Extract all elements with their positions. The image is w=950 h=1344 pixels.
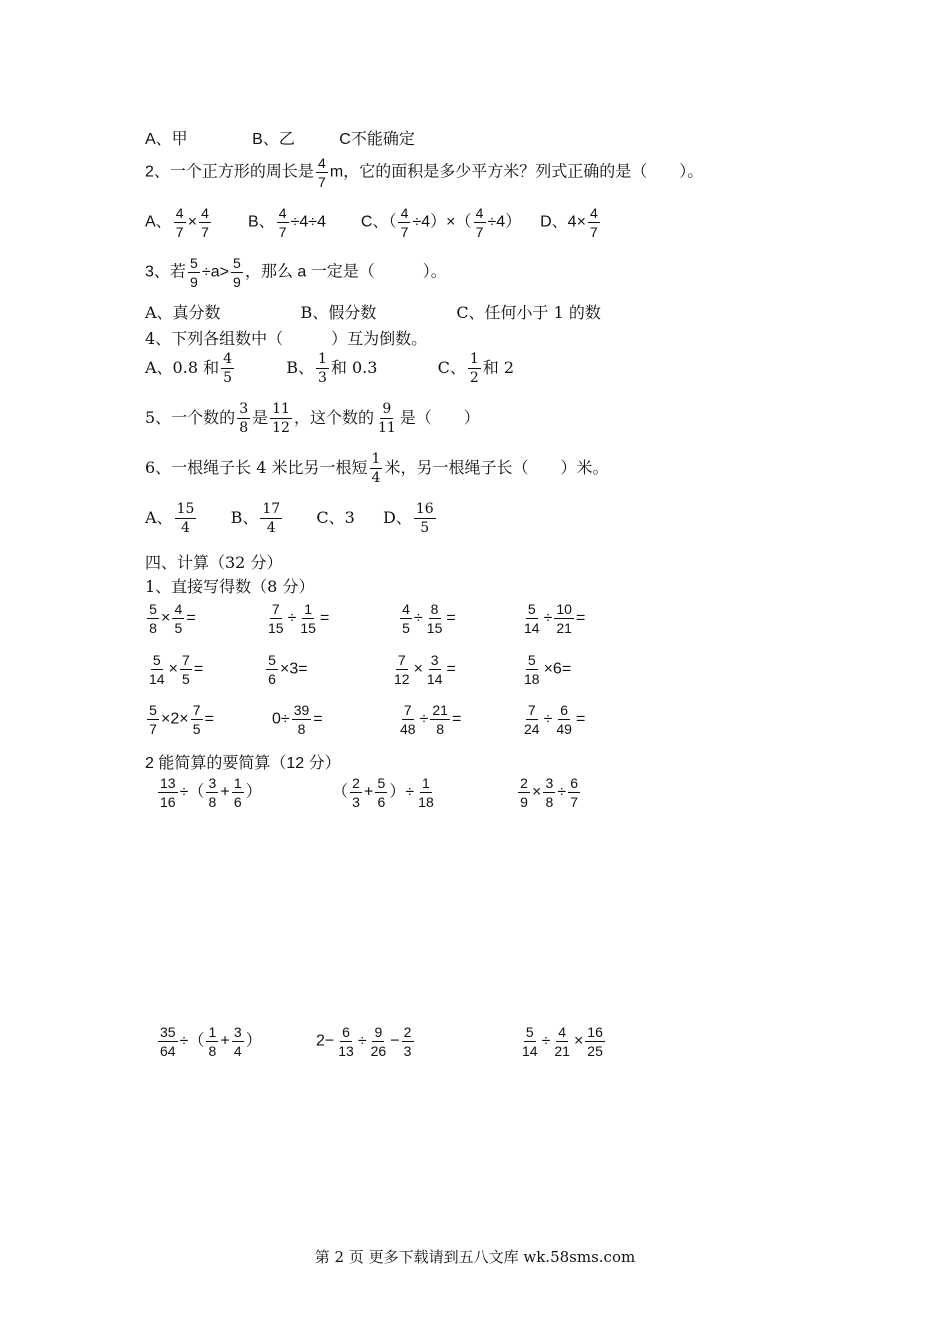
fraction xyxy=(292,703,312,736)
text-fragment: ÷4） xyxy=(412,213,447,231)
q1-option-c: C不能确定 xyxy=(339,131,415,148)
text-fragment: B、 xyxy=(247,213,275,231)
text-fragment: 是（ ） xyxy=(399,408,480,427)
calc-item xyxy=(145,703,214,736)
numerator: 7 xyxy=(402,703,414,720)
numerator: 5 xyxy=(526,653,538,670)
text-fragment: ÷ xyxy=(287,609,297,627)
numerator: 39 xyxy=(293,702,310,718)
denominator: 12 xyxy=(272,420,290,436)
denominator: 48 xyxy=(400,721,416,737)
denominator: 7 xyxy=(570,794,579,810)
text-fragment: = xyxy=(193,660,204,678)
q1-option-a: A、甲 xyxy=(145,131,188,148)
denominator: 7 xyxy=(400,224,409,240)
numerator: 2 xyxy=(350,776,362,793)
text-fragment: （ xyxy=(188,783,205,801)
text-fragment: （ xyxy=(455,213,472,231)
denominator: 11 xyxy=(377,420,396,436)
q1-options xyxy=(145,126,415,149)
text-fragment: 6、一根绳子长 4 米比另一根短 xyxy=(145,458,368,477)
fraction xyxy=(585,1025,605,1058)
fraction xyxy=(147,602,159,635)
numerator: 3 xyxy=(239,401,249,417)
text-fragment: ×3= xyxy=(280,660,308,678)
fraction xyxy=(430,703,450,736)
denominator: 7 xyxy=(201,224,209,240)
fraction xyxy=(147,703,159,736)
denominator: 13 xyxy=(338,1043,354,1059)
fraction xyxy=(416,776,436,809)
text-fragment: （ xyxy=(188,1032,205,1050)
simplify-expr-2 xyxy=(332,776,438,809)
numerator: 5 xyxy=(147,703,159,720)
denominator: 21 xyxy=(556,620,572,636)
fraction xyxy=(174,206,186,239)
fraction xyxy=(552,1025,572,1058)
denominator: 6 xyxy=(233,794,242,810)
text-fragment: 5、一个数的 xyxy=(145,408,236,427)
text-fragment: = xyxy=(451,710,462,728)
fraction xyxy=(266,653,278,686)
numerator: 5 xyxy=(375,776,387,793)
fraction xyxy=(237,402,250,435)
section-4-title: 四、计算（32 分） xyxy=(145,553,283,572)
text-fragment: ） xyxy=(245,783,262,801)
numerator: 5 xyxy=(524,1025,536,1042)
denominator: 8 xyxy=(208,794,217,810)
numerator: 5 xyxy=(188,256,200,273)
numerator: 4 xyxy=(199,206,211,223)
text-fragment: 0÷ xyxy=(272,710,290,728)
q4-options xyxy=(145,352,514,385)
numerator: 11 xyxy=(272,401,290,417)
denominator: 8 xyxy=(436,721,445,737)
denominator: 21 xyxy=(554,1043,570,1059)
simplify-expr-5 xyxy=(316,1025,416,1058)
text-fragment: + xyxy=(220,783,230,801)
text-fragment: ÷a> xyxy=(201,263,229,281)
denominator: 14 xyxy=(524,620,540,636)
denominator: 5 xyxy=(420,520,430,536)
denominator: 6 xyxy=(377,794,386,810)
fraction xyxy=(398,206,410,239)
denominator: 8 xyxy=(208,1043,217,1059)
text-fragment: ÷ xyxy=(405,783,415,801)
text-fragment: + xyxy=(220,1032,230,1050)
denominator: 9 xyxy=(190,274,198,290)
fraction xyxy=(588,206,600,239)
fraction xyxy=(206,1025,218,1058)
numerator: 7 xyxy=(191,703,203,720)
text-fragment: B、 xyxy=(230,508,259,527)
calc-item xyxy=(264,602,329,635)
text-fragment: − xyxy=(390,1032,400,1050)
numerator: 4 xyxy=(398,206,410,223)
fraction xyxy=(316,352,329,385)
numerator: 5 xyxy=(526,602,538,619)
text-fragment: 3、若 xyxy=(145,263,186,281)
denominator: 9 xyxy=(520,794,528,810)
calc-item xyxy=(390,653,456,686)
denominator: 14 xyxy=(149,671,165,687)
text-fragment: × xyxy=(532,783,542,801)
fraction xyxy=(199,206,211,239)
denominator: 2 xyxy=(469,370,479,386)
text-fragment: 和 0.3 xyxy=(330,358,378,377)
simplify-expr-6 xyxy=(518,1025,607,1058)
section-4-sub2: 2 能简算的要简算（12 分） xyxy=(145,755,341,772)
fraction xyxy=(369,1025,389,1058)
numerator: 5 xyxy=(147,602,159,619)
fraction xyxy=(158,1025,178,1058)
text-fragment: D、4× xyxy=(540,213,586,231)
simplify-expr-4 xyxy=(156,1025,262,1058)
fraction xyxy=(370,452,383,485)
numerator: 4 xyxy=(277,206,289,223)
calc-item xyxy=(272,703,323,736)
denominator: 18 xyxy=(418,794,434,810)
q2-options xyxy=(145,206,602,239)
numerator: 4 xyxy=(174,206,186,223)
fraction xyxy=(172,602,184,635)
numerator: 8 xyxy=(429,602,441,619)
calc-item xyxy=(145,602,196,635)
text-fragment: ） xyxy=(389,783,406,801)
text-fragment: ÷ xyxy=(543,710,553,728)
numerator: 1 xyxy=(420,776,432,793)
fraction xyxy=(266,602,286,635)
numerator: 1 xyxy=(206,1025,218,1042)
denominator: 14 xyxy=(522,1043,538,1059)
numerator: 10 xyxy=(556,601,572,617)
numerator: 3 xyxy=(206,776,218,793)
text-fragment: = xyxy=(575,710,586,728)
text-fragment: × xyxy=(573,1032,584,1050)
denominator: 7 xyxy=(149,721,157,737)
denominator: 64 xyxy=(160,1043,176,1059)
fraction xyxy=(260,502,282,535)
fraction xyxy=(277,206,289,239)
text-fragment: ÷4） xyxy=(487,213,522,231)
fraction xyxy=(518,776,530,809)
text-fragment: × xyxy=(413,660,423,678)
calc-item xyxy=(520,653,571,686)
fraction xyxy=(376,402,398,435)
fraction xyxy=(568,776,580,809)
text-fragment: ÷ xyxy=(179,783,189,801)
fraction xyxy=(554,602,574,635)
numerator: 1 xyxy=(232,776,244,793)
denominator: 7 xyxy=(278,224,287,240)
text-fragment: ÷ xyxy=(419,710,429,728)
fraction xyxy=(232,776,244,809)
fraction xyxy=(188,256,200,289)
numerator: 6 xyxy=(558,703,570,720)
denominator: 4 xyxy=(233,1043,242,1059)
denominator: 8 xyxy=(545,794,554,810)
numerator: 1 xyxy=(371,451,381,467)
fraction xyxy=(375,776,387,809)
fraction xyxy=(402,1025,414,1058)
text-fragment: 2− xyxy=(316,1032,335,1050)
numerator: 17 xyxy=(262,501,281,517)
fraction xyxy=(270,402,292,435)
denominator: 8 xyxy=(149,620,157,636)
fraction xyxy=(425,602,445,635)
denominator: 15 xyxy=(268,620,284,636)
text-fragment: 和 2 xyxy=(482,358,515,377)
denominator: 6 xyxy=(268,671,276,687)
text-fragment: m，它的面积是多少平方米？列式正确的是（ ）。 xyxy=(329,163,704,181)
q2-stem xyxy=(145,156,703,189)
denominator: 3 xyxy=(403,1043,412,1059)
numerator: 9 xyxy=(382,401,392,417)
denominator: 7 xyxy=(318,174,326,190)
q6-stem xyxy=(145,452,608,485)
denominator: 5 xyxy=(192,721,201,737)
text-fragment: 2、一个正方形的周长是 xyxy=(145,163,314,181)
fraction xyxy=(468,352,481,385)
denominator: 12 xyxy=(394,671,410,687)
text-fragment: ÷ xyxy=(557,783,567,801)
denominator: 8 xyxy=(297,721,306,737)
text-fragment: （ xyxy=(388,213,397,231)
numerator: 5 xyxy=(266,653,278,670)
text-fragment: C、 xyxy=(437,358,466,377)
numerator: 13 xyxy=(160,775,176,791)
denominator: 15 xyxy=(426,620,443,636)
denominator: 9 xyxy=(233,274,241,290)
text-fragment: = xyxy=(575,609,586,627)
text-fragment: ÷ xyxy=(357,1032,367,1050)
text-fragment: ×6= xyxy=(543,660,572,678)
calc-item xyxy=(145,653,203,686)
fraction xyxy=(543,776,555,809)
numerator: 6 xyxy=(568,776,580,793)
denominator: 4 xyxy=(266,520,276,536)
denominator: 4 xyxy=(371,470,381,486)
denominator: 5 xyxy=(223,370,233,386)
fraction xyxy=(336,1025,356,1058)
numerator: 4 xyxy=(556,1025,568,1042)
numerator: 7 xyxy=(270,602,282,619)
numerator: 3 xyxy=(232,1025,244,1042)
fraction xyxy=(221,352,234,385)
fraction xyxy=(425,653,445,686)
text-fragment: = xyxy=(204,710,214,728)
text-fragment: A、0.8 和 xyxy=(145,358,220,377)
text-fragment: = xyxy=(313,710,323,728)
text-fragment: × xyxy=(168,660,178,678)
numerator: 21 xyxy=(432,702,448,718)
numerator: 7 xyxy=(180,653,192,670)
denominator: 7 xyxy=(175,224,184,240)
numerator: 1 xyxy=(302,602,314,619)
numerator: 4 xyxy=(172,602,184,619)
text-fragment: × xyxy=(446,213,456,231)
numerator: 35 xyxy=(160,1024,176,1040)
fraction xyxy=(175,502,197,535)
fraction xyxy=(522,653,542,686)
denominator: 26 xyxy=(370,1043,387,1059)
denominator: 49 xyxy=(556,721,572,737)
fraction xyxy=(474,206,486,239)
fraction xyxy=(522,703,542,736)
numerator: 4 xyxy=(223,351,233,367)
text-fragment: + xyxy=(364,783,374,801)
numerator: 5 xyxy=(151,653,163,670)
denominator: 25 xyxy=(587,1043,603,1059)
text-fragment: 米，另一根绳子长（ ）米。 xyxy=(384,458,609,477)
text-fragment: = xyxy=(319,609,330,627)
denominator: 16 xyxy=(160,794,176,810)
denominator: 4 xyxy=(181,520,190,536)
numerator: 16 xyxy=(587,1024,603,1040)
numerator: 3 xyxy=(429,653,441,670)
numerator: 5 xyxy=(231,256,243,273)
text-fragment: C、 xyxy=(360,213,389,231)
numerator: 2 xyxy=(402,1025,414,1042)
calc-item xyxy=(398,602,456,635)
text-fragment: ÷ xyxy=(543,609,553,627)
calc-item xyxy=(264,653,308,686)
text-fragment: × xyxy=(161,609,171,627)
numerator: 2 xyxy=(518,776,530,793)
text-fragment: = xyxy=(186,609,196,627)
numerator: 7 xyxy=(396,653,408,670)
text-fragment: B、 xyxy=(286,358,314,377)
text-fragment: ，那么 a 一定是（ ）。 xyxy=(244,263,447,281)
fraction xyxy=(414,502,436,535)
denominator: 3 xyxy=(352,794,360,810)
fraction xyxy=(350,776,362,809)
numerator: 4 xyxy=(588,206,600,223)
text-fragment: = xyxy=(446,660,456,678)
fraction xyxy=(400,602,412,635)
denominator: 24 xyxy=(524,721,540,737)
calc-item xyxy=(396,703,461,736)
numerator: 4 xyxy=(316,156,328,173)
numerator: 4 xyxy=(474,206,486,223)
denominator: 18 xyxy=(524,671,540,687)
fraction xyxy=(158,776,178,809)
text-fragment: ，这个数的 xyxy=(293,408,374,427)
denominator: 8 xyxy=(239,420,249,436)
fraction xyxy=(147,653,167,686)
text-fragment: ÷ xyxy=(179,1032,189,1050)
text-fragment: 是 xyxy=(252,408,269,427)
denominator: 7 xyxy=(590,224,598,240)
denominator: 7 xyxy=(475,224,484,240)
fraction xyxy=(206,776,218,809)
numerator: 1 xyxy=(469,351,479,367)
numerator: 16 xyxy=(415,501,434,517)
numerator: 7 xyxy=(526,703,538,720)
denominator: 5 xyxy=(402,620,410,636)
numerator: 6 xyxy=(340,1025,352,1042)
section-4-sub1: 1、直接写得数（8 分） xyxy=(145,577,315,596)
fraction xyxy=(398,703,418,736)
calc-item xyxy=(520,703,585,736)
text-fragment: = xyxy=(446,609,456,627)
text-fragment: ÷4÷4 xyxy=(290,213,326,231)
denominator: 5 xyxy=(174,620,183,636)
text-fragment: C、3 xyxy=(316,508,355,527)
denominator: 15 xyxy=(300,620,316,636)
simplify-expr-1 xyxy=(156,776,262,809)
fraction xyxy=(191,703,203,736)
text-fragment: A、 xyxy=(145,508,173,527)
q4-stem: 4、下列各组数中（ ）互为倒数。 xyxy=(145,329,428,348)
text-fragment: A、 xyxy=(145,213,172,231)
text-fragment: ） xyxy=(245,1032,262,1050)
denominator: 14 xyxy=(426,671,443,687)
text-fragment: ×2× xyxy=(161,710,189,728)
fraction xyxy=(180,653,192,686)
fraction xyxy=(316,156,328,189)
text-fragment: × xyxy=(187,213,198,231)
denominator: 3 xyxy=(317,370,327,386)
fraction xyxy=(232,1025,244,1058)
q3-options: A、真分数 B、假分数 C、任何小于 1 的数 xyxy=(145,303,601,322)
numerator: 1 xyxy=(317,351,327,367)
page-footer: 第 2 页 更多下载请到五八文库 wk.58sms.com xyxy=(314,1248,636,1266)
numerator: 15 xyxy=(176,501,195,517)
text-fragment: D、 xyxy=(382,508,412,527)
text-fragment: ÷ xyxy=(414,609,423,627)
q1-option-b: B、乙 xyxy=(252,131,295,148)
q5-stem xyxy=(145,402,480,435)
fraction xyxy=(520,1025,540,1058)
numerator: 9 xyxy=(372,1025,384,1042)
q6-options xyxy=(145,502,438,535)
fraction xyxy=(298,602,318,635)
text-fragment: ÷ xyxy=(541,1032,551,1050)
fraction xyxy=(522,602,542,635)
simplify-expr-3 xyxy=(516,776,582,809)
calc-item xyxy=(520,602,585,635)
text-fragment: （ xyxy=(332,783,349,801)
q3-stem xyxy=(145,256,447,289)
denominator: 5 xyxy=(182,671,190,687)
numerator: 4 xyxy=(400,602,412,619)
fraction xyxy=(554,703,574,736)
fraction xyxy=(392,653,412,686)
fraction xyxy=(231,256,243,289)
numerator: 3 xyxy=(543,776,555,793)
